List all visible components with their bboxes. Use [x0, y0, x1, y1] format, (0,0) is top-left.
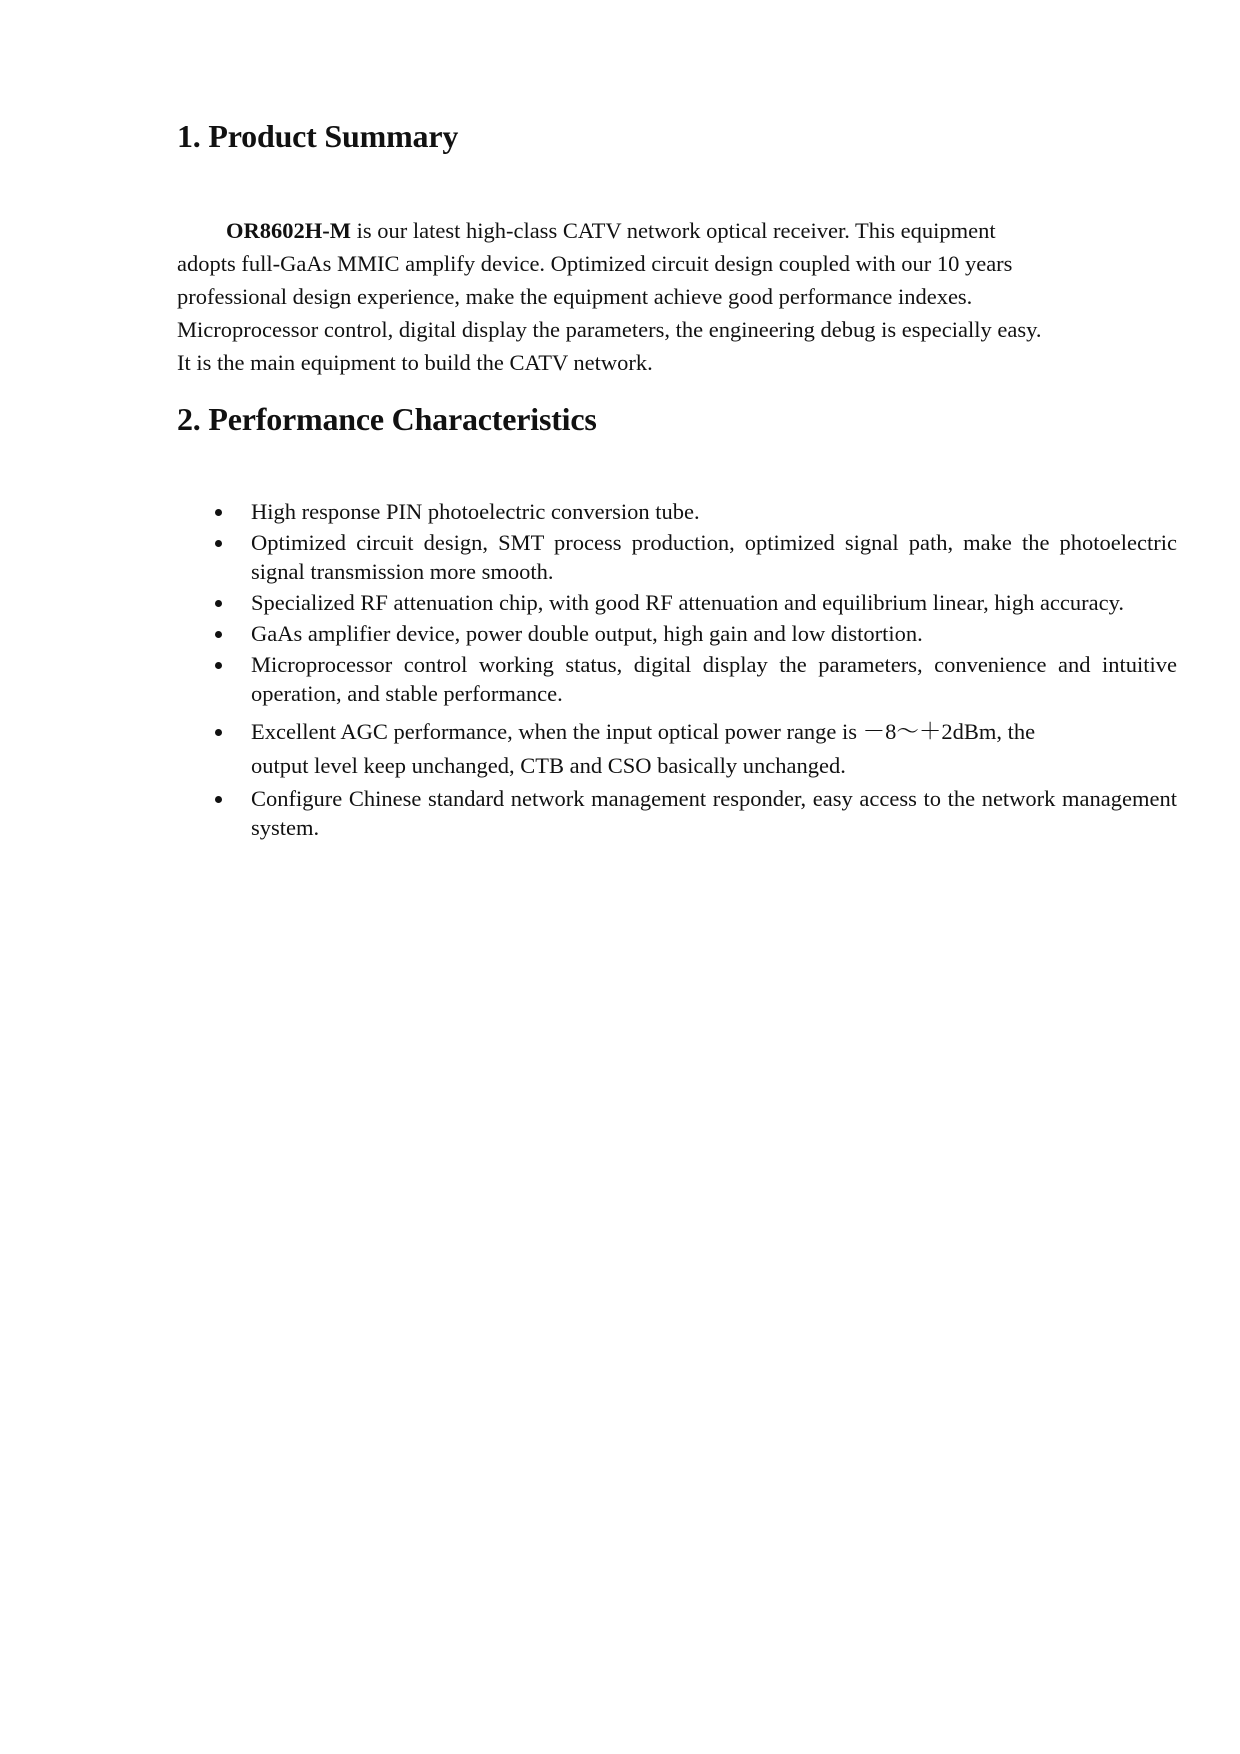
summary-line-3: professional design experience, make the equipment achieve good performance indexes.: [177, 284, 973, 309]
list-item-text: Microprocessor control working status, digital display the parameters, convenience and intuitive operation, and stable performance.: [251, 652, 1177, 706]
bullet-icon: [215, 662, 222, 669]
model-name: OR8602H-M: [226, 218, 351, 243]
list-item: [177, 528, 1177, 586]
list-item: [177, 588, 1177, 617]
bullet-icon: [215, 509, 222, 516]
summary-line-1-text: is our latest high-class CATV network optical receiver. This equipment: [350, 218, 996, 243]
bullet-icon: [215, 540, 222, 547]
bullet-icon: [215, 600, 222, 607]
list-item: [177, 619, 1177, 648]
product-summary-paragraph: [177, 214, 1137, 379]
summary-line-5: It is the main equipment to build the CATV network.: [177, 350, 653, 375]
list-item-text: Excellent AGC performance, when the input optical power range is －8～＋2dBm, the: [251, 719, 1036, 744]
summary-line-2: adopts full-GaAs MMIC amplify device. Optimized circuit design coupled with our 10 years: [177, 251, 1013, 276]
bullet-icon: [215, 796, 222, 803]
list-item: [177, 497, 1177, 526]
list-item: [177, 784, 1177, 842]
list-item-text: GaAs amplifier device, power double output, high gain and low distortion.: [251, 621, 923, 646]
section-1-heading: 1. Product Summary: [177, 118, 459, 154]
bullet-icon: [215, 631, 222, 638]
list-item-text-continued: output level keep unchanged, CTB and CSO basically unchanged.: [251, 753, 846, 778]
list-item-text: Configure Chinese standard network management responder, easy access to the network management system.: [251, 786, 1177, 840]
list-item: [177, 650, 1177, 708]
summary-line-1: [177, 214, 1137, 247]
section-2-heading: 2. Performance Characteristics: [177, 401, 597, 437]
summary-line-4: Microprocessor control, digital display the parameters, the engineering debug is especially easy.: [177, 317, 1042, 342]
list-item-text: Optimized circuit design, SMT process production, optimized signal path, make the photoelectric signal transmission more smooth.: [251, 530, 1177, 584]
list-item-text: Specialized RF attenuation chip, with good RF attenuation and equilibrium linear, high accuracy.: [251, 590, 1125, 615]
bullet-icon: [215, 729, 222, 736]
list-item: [177, 714, 1177, 782]
list-item-text: High response PIN photoelectric conversion tube.: [251, 499, 700, 524]
performance-characteristics-list: [177, 497, 1177, 844]
